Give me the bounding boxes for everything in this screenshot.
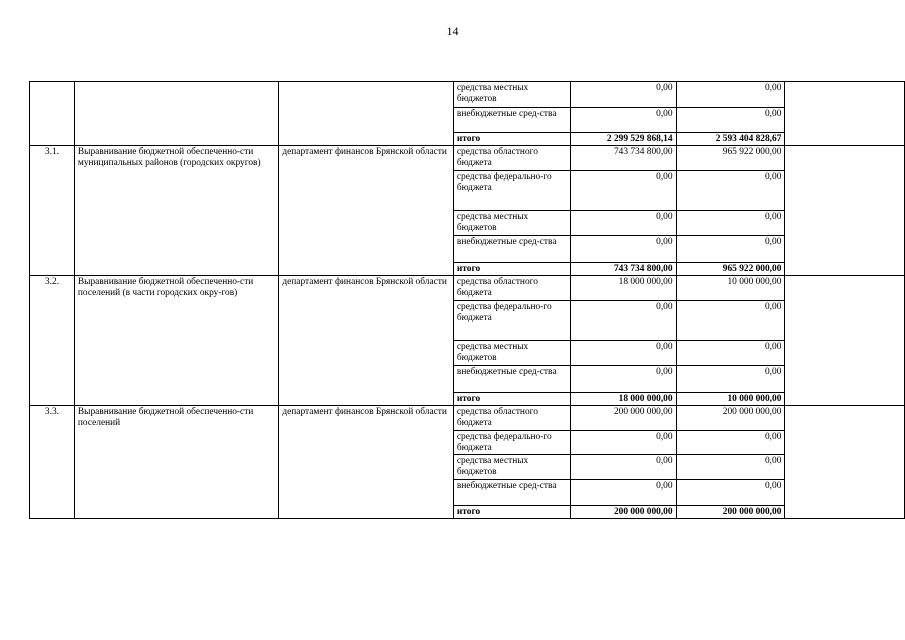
amount-year-1: 0,00 bbox=[570, 171, 676, 211]
amount-year-2: 0,00 bbox=[676, 301, 785, 341]
table-row bbox=[30, 406, 905, 431]
amount-year-1: 0,00 bbox=[570, 301, 676, 341]
total-label: итого bbox=[453, 133, 570, 146]
amount-year-2: 0,00 bbox=[676, 108, 785, 133]
table-row bbox=[30, 82, 905, 108]
amount-year-1: 0,00 bbox=[570, 431, 676, 455]
total-label: итого bbox=[453, 506, 570, 519]
amount-year-2: 200 000 000,00 bbox=[676, 406, 785, 431]
amount-year-1: 18 000 000,00 bbox=[570, 276, 676, 301]
amount-year-2: 0,00 bbox=[676, 480, 785, 506]
row-number-cell bbox=[30, 82, 75, 146]
amount-year-1: 0,00 bbox=[570, 366, 676, 393]
amount-year-2: 0,00 bbox=[676, 366, 785, 393]
note-cell bbox=[785, 82, 905, 146]
amount-year-2: 0,00 bbox=[676, 455, 785, 480]
funding-source: средства местных бюджетов bbox=[453, 341, 570, 366]
total-year-1: 18 000 000,00 bbox=[570, 393, 676, 406]
measure-name: Выравнивание бюджетной обеспеченно-сти поселений (в части городских окру-гов) bbox=[74, 276, 278, 406]
amount-year-2: 0,00 bbox=[676, 236, 785, 263]
row-number: 3.3. bbox=[30, 406, 75, 519]
amount-year-1: 200 000 000,00 bbox=[570, 406, 676, 431]
amount-year-1: 0,00 bbox=[570, 108, 676, 133]
amount-year-1: 0,00 bbox=[570, 82, 676, 108]
amount-year-1: 0,00 bbox=[570, 455, 676, 480]
funding-source: средства областного бюджета bbox=[453, 276, 570, 301]
amount-year-1: 0,00 bbox=[570, 211, 676, 236]
funding-source: средства местных бюджетов bbox=[453, 455, 570, 480]
page-number: 14 bbox=[446, 24, 459, 38]
executor-cell bbox=[279, 82, 454, 146]
note-cell bbox=[785, 406, 905, 519]
funding-source: средства федерально-го бюджета bbox=[453, 171, 570, 211]
table-row bbox=[30, 276, 905, 301]
table-row bbox=[30, 146, 905, 171]
amount-year-1: 0,00 bbox=[570, 236, 676, 263]
budget-table bbox=[29, 81, 905, 519]
total-year-1: 743 734 800,00 bbox=[570, 263, 676, 276]
amount-year-2: 0,00 bbox=[676, 211, 785, 236]
row-number: 3.2. bbox=[30, 276, 75, 406]
total-year-1: 200 000 000,00 bbox=[570, 506, 676, 519]
note-cell bbox=[785, 146, 905, 276]
funding-source: внебюджетные сред-ства bbox=[453, 236, 570, 263]
total-year-1: 2 299 529 868,14 bbox=[570, 133, 676, 146]
funding-source: средства федерально-го бюджета bbox=[453, 431, 570, 455]
amount-year-1: 0,00 bbox=[570, 480, 676, 506]
funding-source: средства местных бюджетов bbox=[453, 82, 570, 108]
executor: департамент финансов Брянской области bbox=[279, 406, 454, 519]
funding-source: средства областного бюджета bbox=[453, 406, 570, 431]
total-year-2: 10 000 000,00 bbox=[676, 393, 785, 406]
amount-year-2: 0,00 bbox=[676, 171, 785, 211]
amount-year-2: 965 922 000,00 bbox=[676, 146, 785, 171]
funding-source: внебюджетные сред-ства bbox=[453, 108, 570, 133]
total-label: итого bbox=[453, 393, 570, 406]
funding-source: средства местных бюджетов bbox=[453, 211, 570, 236]
measure-name: Выравнивание бюджетной обеспеченно-сти муниципальных районов (городских округов) bbox=[74, 146, 278, 276]
funding-source: средства областного бюджета bbox=[453, 146, 570, 171]
total-label: итого bbox=[453, 263, 570, 276]
executor: департамент финансов Брянской области bbox=[279, 276, 454, 406]
amount-year-1: 743 734 800,00 bbox=[570, 146, 676, 171]
amount-year-2: 0,00 bbox=[676, 82, 785, 108]
funding-source: внебюджетные сред-ства bbox=[453, 366, 570, 393]
amount-year-2: 0,00 bbox=[676, 341, 785, 366]
measure-name: Выравнивание бюджетной обеспеченно-сти поселений bbox=[74, 406, 278, 519]
total-year-2: 200 000 000,00 bbox=[676, 506, 785, 519]
amount-year-2: 0,00 bbox=[676, 431, 785, 455]
amount-year-2: 10 000 000,00 bbox=[676, 276, 785, 301]
funding-source: внебюджетные сред-ства bbox=[453, 480, 570, 506]
table-body bbox=[30, 82, 905, 519]
funding-source: средства федерально-го бюджета bbox=[453, 301, 570, 341]
note-cell bbox=[785, 276, 905, 406]
total-year-2: 965 922 000,00 bbox=[676, 263, 785, 276]
amount-year-1: 0,00 bbox=[570, 341, 676, 366]
total-year-2: 2 593 404 828,67 bbox=[676, 133, 785, 146]
executor: департамент финансов Брянской области bbox=[279, 146, 454, 276]
row-number: 3.1. bbox=[30, 146, 75, 276]
measure-name-cell bbox=[74, 82, 278, 146]
